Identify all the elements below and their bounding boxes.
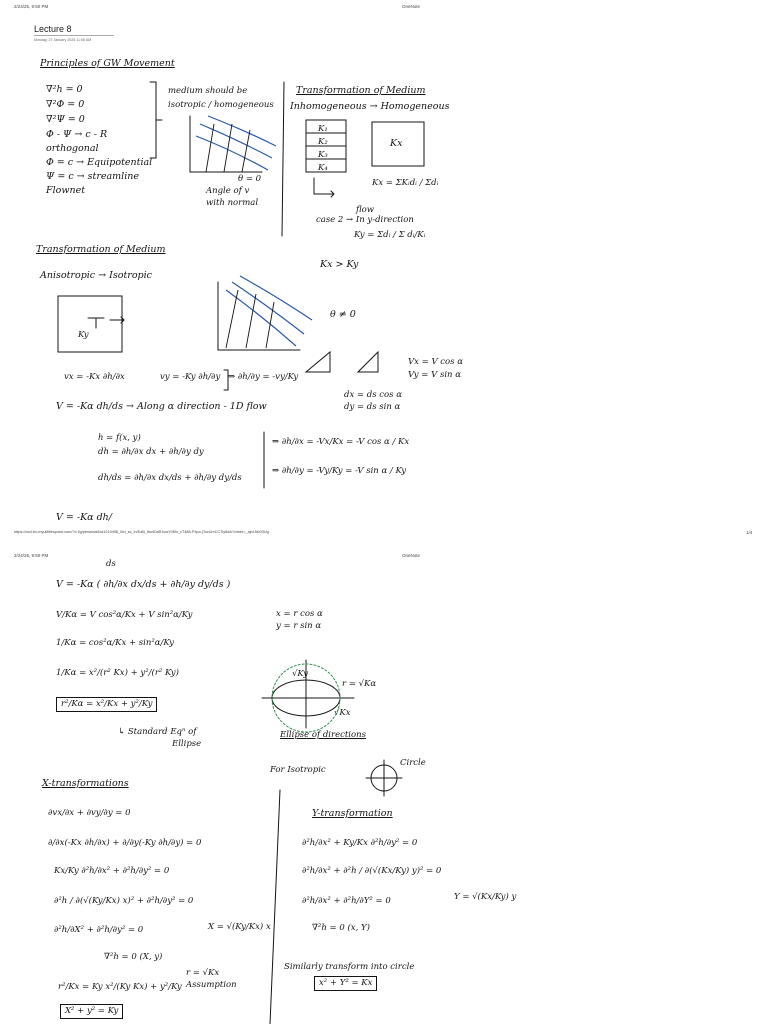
note-text: isotropic / homogeneous [168,100,274,110]
equation: ds [106,559,116,569]
equation: ∂²h/∂x² + ∂²h / ∂(√(Kx/Ky) y)² = 0 [302,866,442,876]
note-text: Similarly transform into circle [284,962,415,972]
axis-label: √Ky [292,669,309,679]
note-text: Angle of v [206,186,250,196]
boxed-equation: X² + y² = Ky [60,1004,123,1019]
streamlines-2 [226,276,312,346]
box-label: Ky [78,330,89,340]
flownet-axes-2 [218,282,300,350]
print-app-name-2: OneNote [402,553,421,558]
box-label: Kx [390,138,403,149]
note-text: with normal [206,198,259,208]
boxed-equation: x² + Y² = Kx [314,976,377,991]
equation: h = f(x, y) [98,433,141,443]
equation: dh/ds = ∂h/∂x dx/ds + ∂h/∂y dy/ds [98,473,242,483]
note-text: ↳ Standard Eqⁿ of [118,727,197,737]
bracket [224,370,228,390]
formula: Kx > Ky [320,259,359,270]
equation: ∇²h = 0 (X, y) [104,952,163,962]
figure-label: Circle [400,758,426,768]
equation: 1/Kα = x²/(r² Kx) + y²/(r² Ky) [56,668,179,678]
equation: X = √(Ky/Kx) x [208,922,271,932]
equation: x = r cos α [276,609,323,619]
equation: V = -Kα ( ∂h/∂x dx/ds + ∂h/∂y dy/ds ) [56,579,231,590]
page-number: 1/4 [746,530,753,535]
equation: ⇒ ∂h/∂y = -Vy/Ky = -V sin α / Ky [272,466,407,476]
equation: ∇²h = 0 [46,84,83,95]
layer-label: K₁ [318,124,328,134]
note-text: Anisotropic → Isotropic [40,270,152,281]
note-text: θ ≠ 0 [330,309,356,320]
layer-lines [306,133,346,159]
equation: r = √Kα [342,679,377,689]
layer-label: K₃ [318,150,328,160]
equation: ⇒ ∂h/∂y = -vy/Ky [228,372,299,382]
boxed-equation: r²/Kα = x²/Kx + y²/Ky [56,697,157,712]
equation: V = -Kα dh/ [56,512,113,523]
heading-x-transformation: X-transformations [42,778,129,789]
note-text: Ellipse [172,739,202,749]
equation: ∂²h / ∂(√(Ky/Kx) x)² + ∂²h/∂y² = 0 [54,896,194,906]
figure-caption: Ellipse of directions [280,730,366,740]
equation: V/Kα = V cos²α/Kx + V sin²α/Ky [56,610,193,620]
equation: dx = ds cos α [344,390,402,400]
equation: ∂/∂x(-Kx ∂h/∂x) + ∂/∂y(-Ky ∂h/∂y) = 0 [48,838,202,848]
equation: ∂²h/∂x² + Ky/Kx ∂²h/∂y² = 0 [302,838,418,848]
layer-label: K₄ [318,163,328,173]
note-text: r = √Kx [186,968,220,978]
heading-y-transformation: Y-transformation [312,808,393,819]
print-app-name: OneNote [402,4,421,9]
formula: Ky = Σdᵢ / Σ dᵢ/Kᵢ [354,230,426,240]
section-divider-2 [270,790,280,1024]
equation: ⇒ ∂h/∂x = -Vx/Kx = -V cos α / Kx [272,437,410,447]
axes-icon [314,178,334,197]
homogeneous-medium [372,122,424,166]
page-title: Lecture 8 [34,24,72,34]
equation: Kx/Ky ∂²h/∂x² + ∂²h/∂y² = 0 [54,866,170,876]
equation: vy = -Ky ∂h/∂y [160,372,221,382]
note-text: flow [356,205,375,215]
page-date: Monday, 27 January 2025 11:08 AM [34,38,92,42]
note-text: Inhomogeneous → Homogeneous [290,101,450,112]
brace [150,82,162,158]
note-text: For Isotropic [270,765,326,775]
equation: 1/Kα = cos²α/Kx + sin²α/Ky [56,638,174,648]
equipotentials-2 [226,290,274,348]
note-text: case 2 → In y-direction [316,215,414,225]
equation: Vy = V sin α [408,370,461,380]
section-divider [282,82,284,236]
equation: ∇²h = 0 (x, Y) [312,923,370,933]
equation: Y = √(Kx/Ky) y [454,892,517,902]
note-text: medium should be [168,86,248,96]
equation: r²/Kx = Ky x²/(Ky Kx) + y²/Ky [58,982,182,992]
heading-transformation-2: Transformation of Medium [36,244,166,255]
print-timestamp: 2/24/25, 9:50 PM [14,4,49,9]
equation: dh = ∂h/∂x dx + ∂h/∂y dy [98,447,204,457]
box-arrows [88,317,124,328]
heading-principles: Principles of GW Movement [40,58,175,69]
axis-label: √Kx [334,708,351,718]
note-text: Φ = c → Equipotential [46,157,153,168]
note-text: orthogonal [46,143,99,154]
equation: ∇²Ψ = 0 [46,114,85,125]
circle-axes [366,760,402,796]
print-timestamp-2: 2/24/25, 9:50 PM [14,553,49,558]
anisotropic-medium [58,296,122,352]
note-text: Assumption [186,980,237,990]
velocity-triangle [306,352,330,372]
equation: ∇²Φ = 0 [46,99,85,110]
equation: dy = ds sin α [344,402,401,412]
equation: ∂²h/∂X² + ∂²h/∂y² = 0 [54,925,144,935]
formula: Kx = ΣKᵢdᵢ / Σdᵢ [372,178,439,188]
note-text: Flownet [46,185,86,196]
equation: ∂vx/∂x + ∂vy/∂y = 0 [48,808,131,818]
layer-label: K₂ [318,137,328,147]
note-text: Ψ = c → streamline [46,171,139,182]
heading-transformation: Transformation of Medium [296,85,426,96]
equation: ∂²h/∂x² + ∂²h/∂Y² = 0 [302,896,391,906]
print-url: https://cscl.bc-myutilitiespoint.com/?o.l/g/personal/lca1210498_l/lcl_sc_in/EaB_thu60aRJuwY0Mo_cT488-P4po-jTocUmCCTiy8dA?clmer=_ajo1Nb03Ug [14,530,269,534]
equation: y = r sin α [276,621,322,631]
note-text: θ = 0 [238,174,262,184]
equation: vx = -Kx ∂h/∂x [64,372,125,382]
velocity-triangle [358,352,378,372]
equation: Vx = V cos α [408,357,463,367]
equation: V = -Kα dh/ds → Along α direction - 1D flow [56,401,267,412]
equation: Φ - Ψ → c - R [46,129,108,140]
